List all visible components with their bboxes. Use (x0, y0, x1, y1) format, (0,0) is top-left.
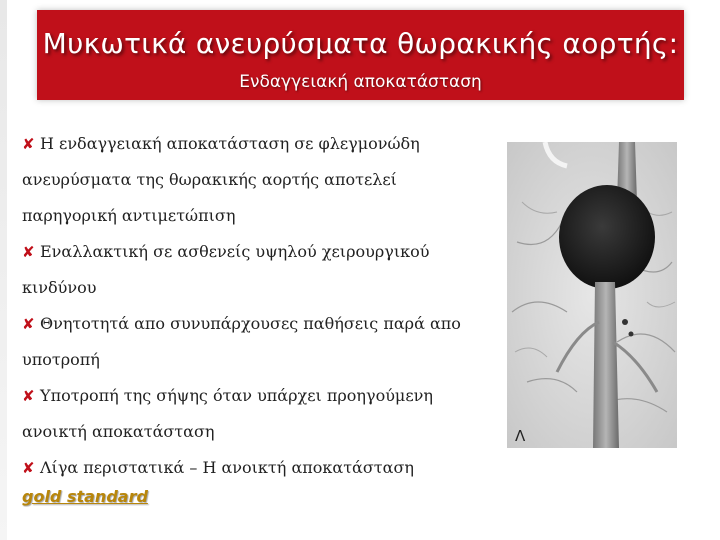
angiogram-image (507, 142, 677, 448)
bullet-item (22, 306, 492, 378)
x-mark-icon: ✘ (22, 315, 35, 333)
title-banner (37, 10, 684, 100)
bullet-text: Εναλλακτική σε ασθενείς υψηλού χειρουργικού κινδύνου (22, 242, 430, 297)
bullet-text: Η ενδαγγειακή αποκατάσταση σε φλεγμονώδη ανευρύσματα της θωρακικής αορτής αποτελεί παρηγορική αντιμετώπιση (22, 134, 420, 225)
slide-title: Μυκωτικά ανευρύσματα θωρακικής αορτής: (42, 27, 679, 60)
bullet-item (22, 450, 492, 486)
bullet-item (22, 126, 492, 234)
image-label: Λ (515, 427, 526, 445)
x-mark-icon: ✘ (22, 243, 35, 261)
x-mark-icon: ✘ (22, 387, 35, 405)
x-mark-icon: ✘ (22, 459, 35, 477)
gold-standard-link[interactable]: gold standard (22, 487, 148, 506)
bullet-item (22, 234, 492, 306)
x-mark-icon: ✘ (22, 135, 35, 153)
bullet-list (22, 126, 492, 486)
angiogram-illustration (507, 142, 677, 448)
bullet-text: Λίγα περιστατικά – Η ανοικτή αποκατάσταση (40, 458, 414, 477)
bullet-item (22, 378, 492, 450)
bullet-text: Υποτροπή της σήψης όταν υπάρχει προηγούμενη ανοικτή αποκατάσταση (22, 386, 433, 441)
left-accent-bar (0, 0, 7, 540)
bullet-text: Θνητοτητά απο συνυπάρχουσες παθήσεις παρά απο υποτροπή (22, 314, 461, 369)
slide-subtitle: Ενδαγγειακή αποκατάσταση (239, 72, 482, 92)
